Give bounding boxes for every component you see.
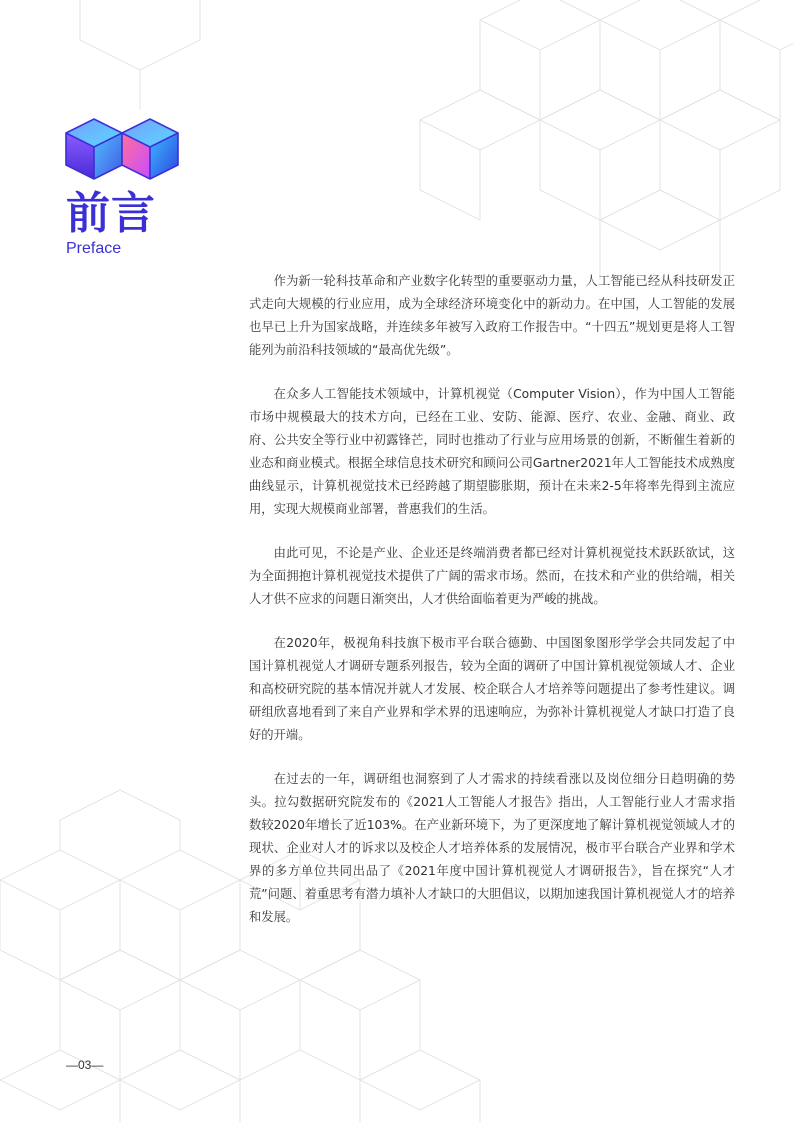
preface-body: [249, 270, 735, 950]
paragraph: 作为新一轮科技革命和产业数字化转型的重要驱动力量，人工智能已经从科技研发正式走向大规模的行业应用，成为全球经济环境变化中的新动力。在中国，人工智能的发展也早已上升为国家战略，并连续多年被写入政府工作报告中。“十四五”规划更是将人工智能列为前沿科技领域的“最高优先级”。: [249, 274, 735, 357]
page-number: —03—: [66, 1058, 104, 1072]
paragraph: 在过去的一年，调研组也洞察到了人才需求的持续看涨以及岗位细分日趋明确的势头。拉勾数据研究院发布的《2021人工智能人才报告》指出，人工智能行业人才需求指数较2020年增长了近103%。在产业新环境下，为了更深度地了解计算机视觉领域人才的现状、企业对人才的诉求以及校企人才培养体系的发展情况，极市平台联合产业界和学术界的多方单位共同出品了《2021年度中国计算机视觉人才调研报告》，旨在探究“人才荒”问题、着重思考有潜力填补人才缺口的大胆倡议，以期加速我国计算机视觉人才的培养和发展。: [249, 772, 735, 924]
page-title: 前言: [66, 188, 156, 239]
paragraph: 在众多人工智能技术领域中，计算机视觉（Computer Vision），作为中国人工智能市场中规模最大的技术方向，已经在工业、安防、能源、医疗、农业、金融、商业、政府、公共安全等行业中初露锋芒，同时也推动了行业与应用场景的创新，不断催生着新的业态和商业模式。根据全球信息技术研究和顾问公司Gartner2021年人工智能技术成熟度曲线显示，计算机视觉技术已经跨越了期望膨胀期，预计在未来2-5年将率先得到主流应用，实现大规模商业部署，普惠我们的生活。: [249, 387, 735, 516]
twin-cube-logo-icon: [64, 115, 184, 195]
paragraph: 在2020年，极视角科技旗下极市平台联合德勤、中国图象图形学学会共同发起了中国计算机视觉人才调研专题系列报告，较为全面的调研了中国计算机视觉领域人才、企业和高校研究院的基本情况并就人才发展、校企联合人才培养等问题提出了参考性建议。调研组欣喜地看到了来自产业界和学术界的迅速响应，为弥补计算机视觉人才缺口打造了良好的开端。: [249, 636, 735, 742]
page-subtitle: Preface: [66, 240, 122, 257]
paragraph: 由此可见，不论是产业、企业还是终端消费者都已经对计算机视觉技术跃跃欲试，这为全面拥抱计算机视觉技术提供了广阔的需求市场。然而，在技术和产业的供给端，相关人才供不应求的问题日渐突出，人才供给面临着更为严峻的挑战。: [249, 546, 735, 606]
